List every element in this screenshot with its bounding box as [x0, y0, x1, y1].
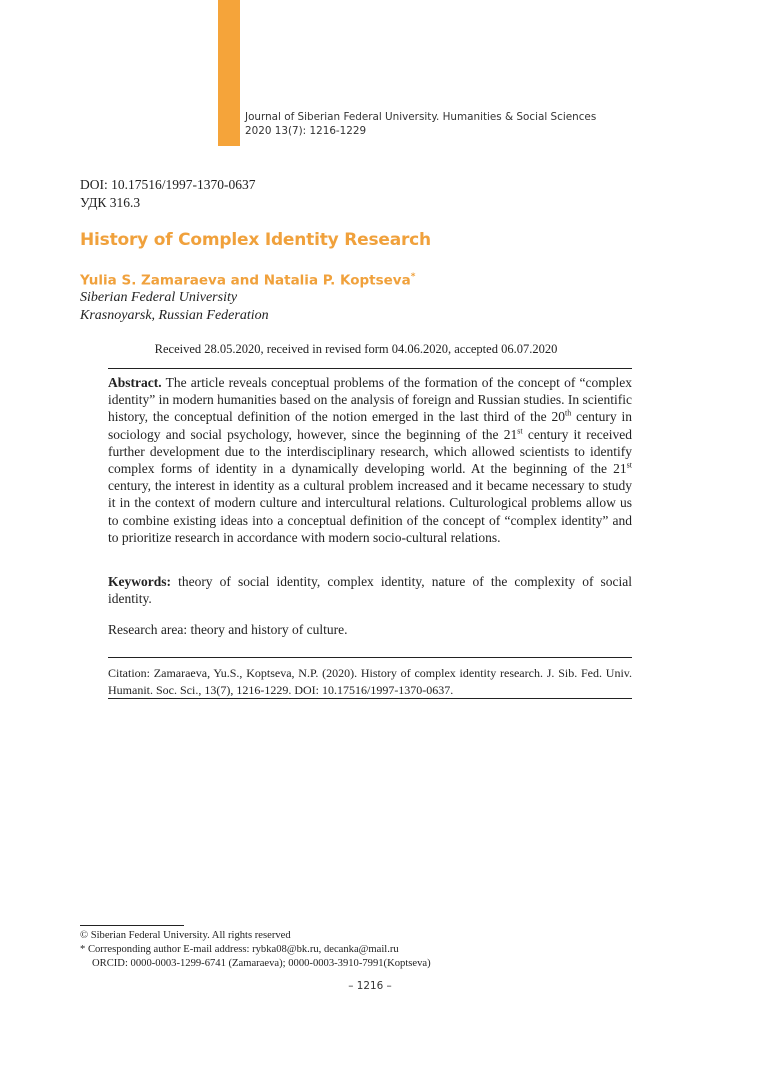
abstract-text-3: century it received further development due to the interdisciplinary research, which allowed scientists to identify complex forms of identity in a dynamically developing world. At the beginning of the 21 — [108, 426, 633, 477]
keywords-label: Keywords: — [108, 574, 171, 589]
footnotes — [80, 929, 431, 972]
journal-issue: 2020 13(7): 1216-1229 — [245, 125, 367, 137]
authors — [80, 272, 415, 289]
footnote-orcid: ORCID: 0000-0003-1299-6741 (Zamaraeva); 0000-0003-3910-7991(Koptseva) — [92, 958, 431, 970]
affiliation — [80, 289, 269, 325]
footnote-separator — [80, 925, 184, 926]
udk: УДК 316.3 — [80, 195, 141, 210]
corresponding-author-mark: * — [410, 272, 416, 282]
keywords-text: theory of social identity, complex identity, nature of the complexity of social identity. — [108, 574, 632, 607]
abstract-text-4: century, the interest in identity as a cultural problem increased and it became necessary to study it in the context of modern culture and intercultural relations. Culturological problems allow us to combine existing ideas into a conceptual definition of the concept of “complex identity” and to prioritize research in accordance with modern socio-cultural relations. — [108, 478, 632, 545]
abstract-text-2: century in sociology and social psychology, however, since the beginning of the 21 — [108, 409, 632, 442]
article-title: History of Complex Identity Research — [80, 230, 431, 250]
abstract-sup-3: st — [626, 460, 632, 470]
identifiers — [80, 176, 256, 212]
abstract — [108, 374, 632, 546]
affiliation-university: Siberian Federal University — [80, 290, 238, 305]
abstract-sup-1: th — [564, 408, 572, 418]
abstract-sup-2: st — [517, 426, 523, 436]
abstract-text-1: The article reveals conceptual problems of the formation of the concept of “complex identity” in modern humanities based on the analysis of foreign and Russian studies. In scientific history, the conceptual definition of the notion emerged in the last third of the 20 — [108, 375, 632, 425]
journal-accent-bar — [218, 0, 240, 146]
journal-name: Journal of Siberian Federal University. Humanities & Social Sciences — [245, 111, 597, 123]
page-number: – 1216 – — [348, 980, 392, 992]
divider-citation-bottom — [108, 698, 632, 699]
journal-header — [245, 110, 596, 138]
abstract-label: Abstract. — [108, 375, 162, 390]
citation: Citation: Zamaraeva, Yu.S., Koptseva, N.P. (2020). History of complex identity research. J. Sib. Fed. Univ. Humanit. Soc. Sci., 13(7), 1216-1229. DOI: 10.17516/1997-1370-0637. — [108, 666, 632, 697]
divider-citation-top — [108, 657, 632, 658]
research-area: Research area: theory and history of culture. — [108, 622, 348, 637]
received-dates: Received 28.05.2020, received in revised form 04.06.2020, accepted 06.07.2020 — [154, 342, 558, 356]
affiliation-city: Krasnoyarsk, Russian Federation — [80, 308, 269, 323]
footnote-copyright: © Siberian Federal University. All rights reserved — [80, 930, 291, 941]
author-names: Yulia S. Zamaraeva and Natalia P. Koptseva — [80, 272, 411, 289]
footnote-corresponding: * Corresponding author E-mail address: rybka08@bk.ru, decanka@mail.ru — [80, 944, 399, 956]
keywords — [108, 573, 632, 607]
doi: DOI: 10.17516/1997-1370-0637 — [80, 177, 256, 192]
divider-top — [108, 368, 632, 369]
